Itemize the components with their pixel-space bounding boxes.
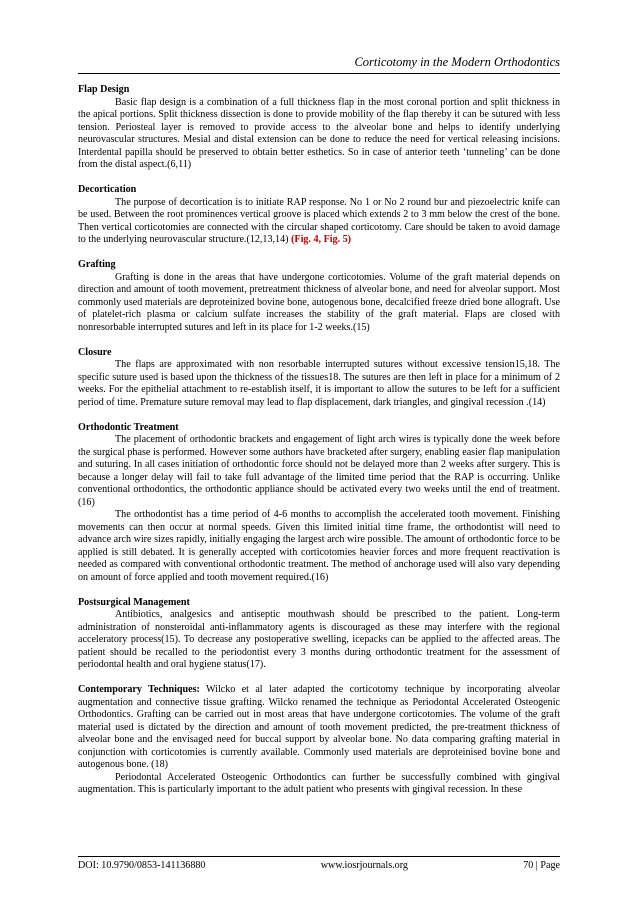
header-rule [78, 73, 560, 74]
footer-rule [78, 856, 560, 857]
paragraph: Periodontal Accelerated Osteogenic Orthodontics can further be successfully combined with gingival augmentation. This is particularly important to the adult patient who presents with gingival recession. In these [78, 771, 560, 795]
paragraph-text: The purpose of decortication is to initiate RAP response. No 1 or No 2 round bur and piezoelectric knife can be used. Between the root prominences vertical groove is placed which extends 2 to 3 mm below the crest of the bone. Then vertical corticotomies are connected with the circular shaped corticotomy. Care should be taken to avoid damage to the underlying neurovascular structure.(12,13,14) [78, 196, 560, 245]
paragraph [78, 197, 560, 247]
section-heading: Contemporary Techniques: [78, 684, 200, 695]
paragraph [78, 684, 560, 772]
section-postsurgical-management [78, 597, 560, 672]
footer-page-number: 70 | Page [523, 860, 560, 871]
paragraph-text: Wilcko et al later adapted the corticotomy technique by incorporating alveolar augmentation and connective tissue grafting. Wilcko renamed the technique as Periodontal Accelerated Osteogenic Orthodontics. Grafting can be carried out in most areas that have undergone corticotomies. The volume of the graft material used is dictated by the direction and amount of tooth movement predicted, the pre-treatment thickness of alveolar bone and the envisaged need for buccal support by alveolar bone. No data comparing grafting material in conjunction with corticotomies is currently available. Commonly used materials are deproteinised bovine bone and autogenous bone. (18) [78, 684, 560, 770]
section-decortication [78, 184, 560, 247]
footer-doi: DOI: 10.9790/0853-141136880 [78, 860, 206, 871]
section-contemporary-techniques [78, 684, 560, 797]
section-flap-design [78, 84, 560, 172]
section-grafting [78, 259, 560, 334]
page-footer [78, 860, 560, 871]
paragraph: The orthodontist has a time period of 4-6 months to accomplish the accelerated tooth movement. Finishing movements can then occur at normal speeds. Given this limited initial time frame, the orthodontist will need to advance arch wire sizes rapidly, initially engaging the largest arch wire possible. The amount of orthodontic force to be applied is still debated. It is generally accepted with corticotomies heavier forces and more frequent reactivation is needed as compared with conventional orthodontic treatment. The method of anchorage used will also vary depending on amount of force applied and tooth movement required.(16) [78, 509, 560, 583]
section-heading: Flap Design [78, 84, 130, 95]
section-heading: Grafting [78, 259, 116, 270]
running-title: Corticotomy in the Modern Orthodontics [354, 55, 560, 69]
section-closure [78, 347, 560, 410]
paragraph: The flaps are approximated with non resorbable interrupted sutures without excessive tension15,18. The specific suture used is based upon the thickness of the tissues18. The sutures are then left in place for a minimum of 2 weeks. For the epithelial attachment to re-establish itself, it is important to allow the sutures to be left for a sufficient period of time. Premature suture removal may lead to flap displacement, dark triangles, and gingival recession .(14) [78, 359, 560, 408]
figure-reference-link[interactable]: (Fig. 4, Fig. 5) [291, 234, 352, 245]
footer-website[interactable]: www.iosrjournals.org [320, 860, 408, 871]
section-heading: Closure [78, 346, 112, 358]
section-heading: Postsurgical Management [78, 596, 190, 608]
section-heading: Decortication [78, 184, 137, 195]
section-heading: Orthodontic Treatment [78, 421, 179, 433]
paragraph: The placement of orthodontic brackets and engagement of light arch wires is typically done the week before the surgical phase is performed. However some authors have bracketed after surgery, enabling easier flap manipulation and suturing. In all cases initiation of orthodontic force should not be delayed more than 2 weeks after surgery. This is because a longer delay will fail to take full advantage of the limited time period that the RAP is occurring. Unlike conventional orthodontics, the orthodontic appliance should be activated every two weeks until the end of treatment. (16) [78, 434, 560, 508]
paragraph: Antibiotics, analgesics and antiseptic mouthwash should be prescribed to the patient. Long-term administration of nonsteroidal anti-inflammatory agents is discouraged as these may interfere with the regional acceleratory process(15). To decrease any postoperative swelling, icepacks can be applied to the affected areas. The patient should be recalled to the periodontist every 3 months during orthodontic treatment for the assessment of periodontal health and oral hygiene status(17). [78, 609, 560, 670]
article-body [78, 84, 560, 809]
paragraph: Basic flap design is a combination of a full thickness flap in the most coronal portion and split thickness in the apical portions. Split thickness dissection is done to provide mobility of the flap thereby it can be sutured with less tension. Periosteal layer is removed to provide access to the alveolar bone and helps to identify underlying neurovascular structures. Mesial and distal extension can be done to reduce the need for vertical releasing incisions. Interdental papilla should be preserved to obtain better esthetics. So in case of anterior teeth ‘tunneling’ can be done from the distal aspect.(6,11) [78, 96, 560, 170]
paragraph: Grafting is done in the areas that have undergone corticotomies. Volume of the graft material depends on direction and amount of tooth movement, pretreatment thickness of alveolar bone, and need for alveolar support. Most commonly used materials are deproteinized bovine bone, autogenous bone, decalcified freeze dried bone allograft. Use of platelet-rich plasma or calcium sulfate increases the stability of the graft material. Flaps are closed with nonresorbable interrupted sutures and left in its place for 1-2 weeks.(15) [78, 271, 560, 333]
section-orthodontic-treatment [78, 422, 560, 585]
